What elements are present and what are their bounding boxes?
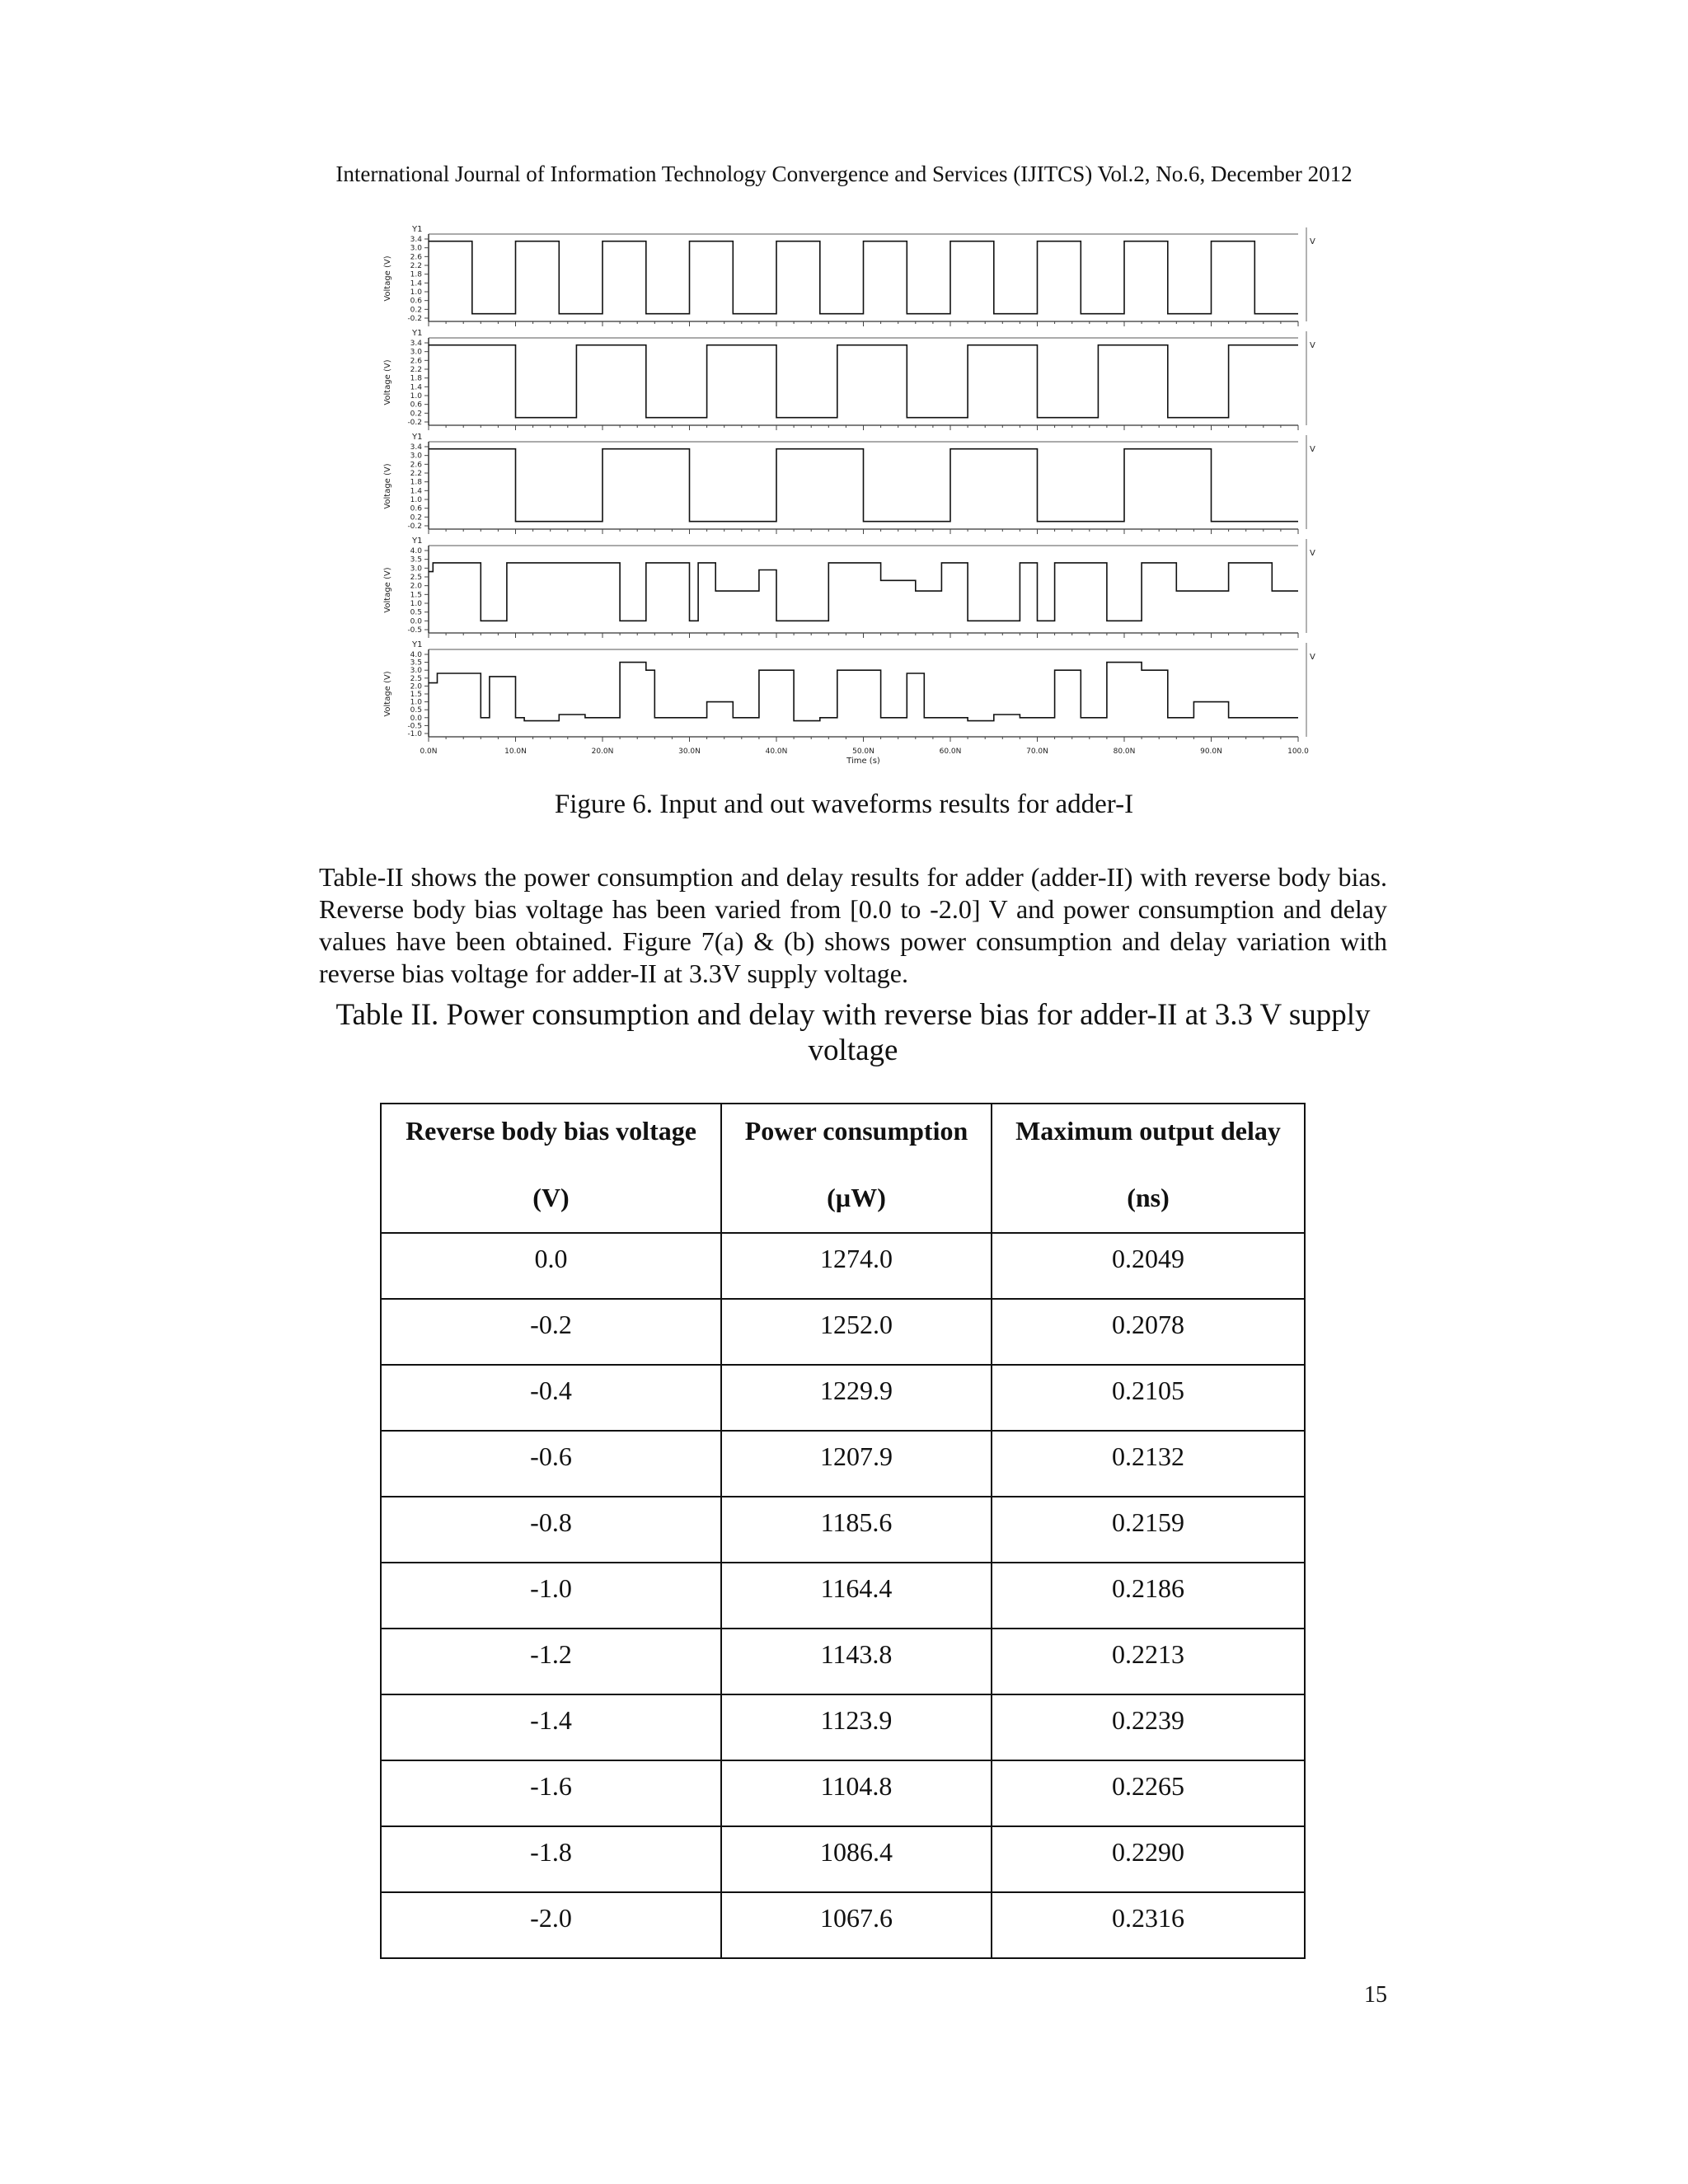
y-tick-label: 1.0 (410, 392, 422, 401)
panel-name-label: Y1 (412, 537, 423, 546)
table-cell (381, 1694, 721, 1760)
table-cell (992, 1563, 1305, 1629)
table-cell-value: 0.2316 (1112, 1903, 1184, 1933)
table-cell (992, 1629, 1305, 1694)
table-cell-value: 0.2132 (1112, 1441, 1184, 1471)
y-tick-label: 1.0 (410, 288, 422, 297)
y-tick-label: 3.0 (410, 565, 422, 574)
table-cell (381, 1892, 721, 1958)
y-axis-label: Voltage (V) (383, 359, 392, 405)
header-delay-name: Maximum output delay (1015, 1116, 1281, 1146)
y-tick-label: 3.0 (410, 452, 422, 461)
table-cell-value: 1274.0 (820, 1244, 893, 1273)
waveform-trace (429, 663, 1298, 721)
y-tick-label: 1.8 (410, 270, 422, 279)
table-cell (992, 1299, 1305, 1365)
legend-entry: V (1310, 549, 1315, 558)
y-axis-label: Voltage (V) (383, 463, 392, 509)
table-row (381, 1299, 1305, 1365)
table-row (381, 1760, 1305, 1826)
panel-name-label: Y1 (412, 433, 423, 442)
x-tick-label: 50.0N (852, 748, 874, 756)
table-cell (381, 1233, 721, 1299)
table-cell-value: -0.2 (530, 1310, 572, 1339)
table-cell-value: 1123.9 (820, 1705, 893, 1735)
y-tick-label: 0.0 (410, 714, 422, 723)
y-tick-label: 0.2 (410, 410, 422, 419)
y-tick-label: 0.2 (410, 513, 422, 523)
table-cell-value: 1164.4 (820, 1573, 893, 1603)
table-row (381, 1694, 1305, 1760)
y-tick-label: -1.0 (407, 730, 422, 738)
y-axis-label: Voltage (V) (383, 255, 392, 302)
y-tick-label: 2.5 (410, 574, 422, 582)
table-cell (381, 1826, 721, 1892)
panel-name-label: Y1 (412, 329, 423, 338)
x-tick-label: 10.0N (504, 748, 527, 756)
table-cell-value: 0.2290 (1112, 1837, 1184, 1867)
y-tick-label: 1.5 (410, 591, 422, 600)
y-tick-label: 3.4 (410, 340, 422, 348)
table-row (381, 1629, 1305, 1694)
table-cell-value: 1252.0 (820, 1310, 893, 1339)
y-tick-label: 2.6 (410, 461, 422, 470)
y-tick-label: 1.0 (410, 496, 422, 504)
table-row (381, 1365, 1305, 1431)
legend-entry: V (1310, 341, 1315, 350)
table-cell-value: 1229.9 (820, 1376, 893, 1405)
table-cell (721, 1892, 992, 1958)
y-tick-label: 2.2 (410, 470, 422, 478)
table-cell (992, 1694, 1305, 1760)
table-cell-value: -0.6 (530, 1441, 572, 1471)
table-row (381, 1826, 1305, 1892)
journal-header: International Journal of Information Technology Convergence and Services (IJITCS) Vol.2, No.6, December 2012 (335, 162, 1353, 186)
table-cell (381, 1563, 721, 1629)
table-cell-value: 0.2159 (1112, 1507, 1184, 1537)
table-cell (721, 1431, 992, 1497)
table-cell (721, 1563, 992, 1629)
table-cell-value: 0.2049 (1112, 1244, 1184, 1273)
y-axis-label: Voltage (V) (383, 567, 392, 613)
waveform-figure (375, 216, 1323, 776)
table-cell-value: 0.0 (534, 1244, 568, 1273)
x-tick-label: 70.0N (1026, 748, 1048, 756)
table-cell-value: -1.4 (530, 1705, 572, 1735)
header-delay (992, 1104, 1305, 1233)
x-tick-label: 20.0N (591, 748, 614, 756)
table-cell-value: 1207.9 (820, 1441, 893, 1471)
table-cell-value: 1067.6 (820, 1903, 893, 1933)
y-tick-label: 0.5 (410, 608, 422, 617)
table-cell (992, 1760, 1305, 1826)
x-tick-label: 40.0N (765, 748, 788, 756)
y-tick-label: 3.0 (410, 667, 422, 676)
table-cell-value: 1185.6 (820, 1507, 893, 1537)
y-tick-label: -0.2 (407, 315, 422, 323)
panel-name-label: Y1 (412, 640, 423, 649)
table-cell (381, 1299, 721, 1365)
body-paragraph: Table-II shows the power consumption and delay results for adder (adder-II) with reverse body bias. Reverse body bias voltage has been varied from [0.0 to -2.0] V and power consumption and delay values have been obtained. Figure 7(a) & (b) shows power consumption and delay variation with reverse bias voltage for adder-II at 3.3V supply voltage. (319, 862, 1387, 988)
table-row (381, 1497, 1305, 1563)
y-tick-label: 0.6 (410, 401, 422, 410)
header-power-name: Power consumption (744, 1116, 968, 1146)
table-cell-value: 0.2213 (1112, 1639, 1184, 1669)
y-tick-label: 4.0 (410, 547, 422, 555)
table-cell (992, 1497, 1305, 1563)
y-tick-label: 3.4 (410, 236, 422, 244)
y-tick-label: 3.5 (410, 555, 422, 565)
y-tick-label: 0.5 (410, 706, 422, 715)
x-tick-label: 60.0N (939, 748, 962, 756)
y-tick-label: 0.0 (410, 617, 422, 626)
legend-entry: V (1310, 237, 1315, 246)
results-table (380, 1103, 1306, 1959)
table-row (381, 1892, 1305, 1958)
y-tick-label: 1.8 (410, 478, 422, 487)
y-tick-label: 1.0 (410, 698, 422, 707)
table-cell-value: -1.2 (530, 1639, 572, 1669)
y-tick-label: 1.4 (410, 487, 422, 496)
header-bias-unit: (V) (532, 1183, 570, 1212)
x-tick-label: 100.0 (1287, 748, 1309, 756)
header-delay-unit: (ns) (1127, 1183, 1170, 1212)
header-bias (381, 1104, 721, 1233)
y-tick-label: 1.4 (410, 383, 422, 392)
y-tick-label: 2.0 (410, 682, 422, 691)
table-cell (992, 1892, 1305, 1958)
panel-name-label: Y1 (412, 225, 423, 234)
table-cell-value: 1086.4 (820, 1837, 893, 1867)
y-tick-label: 1.4 (410, 279, 422, 288)
table-cell (381, 1431, 721, 1497)
y-tick-label: 2.6 (410, 357, 422, 366)
table-cell (381, 1497, 721, 1563)
y-tick-label: 2.2 (410, 262, 422, 270)
figure-caption: Figure 6. Input and out waveforms results for adder-I (554, 790, 1134, 819)
y-tick-label: 3.5 (410, 658, 422, 668)
table-title: Table II. Power consumption and delay with reverse bias for adder-II at 3.3 V supply voltage (335, 998, 1371, 1067)
table-cell (721, 1497, 992, 1563)
y-tick-label: -0.5 (407, 626, 422, 635)
table-cell (992, 1365, 1305, 1431)
y-tick-label: 2.5 (410, 674, 422, 683)
table-cell (721, 1629, 992, 1694)
waveform-trace (429, 345, 1298, 418)
y-tick-label: 3.0 (410, 244, 422, 253)
header-power-unit: (µW) (827, 1183, 886, 1212)
table-cell (381, 1629, 721, 1694)
table-cell (992, 1826, 1305, 1892)
page-number: 15 (1364, 1982, 1387, 2008)
y-tick-label: 3.0 (410, 348, 422, 357)
y-tick-label: 0.6 (410, 297, 422, 306)
waveform-trace (429, 241, 1298, 314)
table-cell (992, 1431, 1305, 1497)
table-cell (381, 1760, 721, 1826)
table-cell-value: 0.2105 (1112, 1376, 1184, 1405)
y-tick-label: 2.6 (410, 253, 422, 262)
header-power (721, 1104, 992, 1233)
table-header-row (381, 1104, 1305, 1233)
x-tick-label: 90.0N (1200, 748, 1222, 756)
table-cell-value: 0.2186 (1112, 1573, 1184, 1603)
table-row (381, 1563, 1305, 1629)
y-tick-label: 3.4 (410, 443, 422, 452)
y-tick-label: 2.0 (410, 582, 422, 591)
y-tick-label: -0.2 (407, 419, 422, 427)
table-cell (721, 1694, 992, 1760)
y-tick-label: -0.5 (407, 722, 422, 731)
legend-entry: V (1310, 445, 1315, 454)
table-cell (721, 1760, 992, 1826)
table-cell (721, 1299, 992, 1365)
y-tick-label: 4.0 (410, 651, 422, 659)
table-cell (992, 1233, 1305, 1299)
y-tick-label: 2.2 (410, 366, 422, 374)
y-tick-label: 0.2 (410, 306, 422, 315)
table-row (381, 1233, 1305, 1299)
table-cell-value: -0.8 (530, 1507, 572, 1537)
table-cell (721, 1365, 992, 1431)
table-cell-value: 0.2078 (1112, 1310, 1184, 1339)
table-cell (721, 1826, 992, 1892)
y-tick-label: 0.6 (410, 504, 422, 513)
x-tick-label: 0.0N (420, 748, 438, 756)
table-cell-value: -0.4 (530, 1376, 572, 1405)
y-tick-label: 1.8 (410, 374, 422, 383)
waveform-trace (429, 563, 1298, 621)
table-cell-value: -1.6 (530, 1771, 572, 1801)
table-cell-value: 0.2239 (1112, 1705, 1184, 1735)
y-axis-label: Voltage (V) (383, 671, 392, 717)
x-tick-label: 80.0N (1113, 748, 1136, 756)
table-cell-value: 0.2265 (1112, 1771, 1184, 1801)
waveform-trace (429, 449, 1298, 522)
y-tick-label: -0.2 (407, 523, 422, 531)
table-cell-value: -2.0 (530, 1903, 572, 1933)
legend-entry: V (1310, 653, 1315, 662)
table-cell-value: -1.8 (530, 1837, 572, 1867)
table-cell-value: -1.0 (530, 1573, 572, 1603)
table-cell-value: 1143.8 (820, 1639, 893, 1669)
table-cell-value: 1104.8 (820, 1771, 893, 1801)
header-bias-name: Reverse body bias voltage (406, 1116, 696, 1146)
waveform-chart (375, 216, 1323, 776)
y-tick-label: 1.0 (410, 600, 422, 608)
y-tick-label: 1.5 (410, 691, 422, 699)
x-axis-label: Time (s) (846, 757, 880, 766)
table-cell (381, 1365, 721, 1431)
table-cell (721, 1233, 992, 1299)
table-row (381, 1431, 1305, 1497)
x-tick-label: 30.0N (678, 748, 701, 756)
